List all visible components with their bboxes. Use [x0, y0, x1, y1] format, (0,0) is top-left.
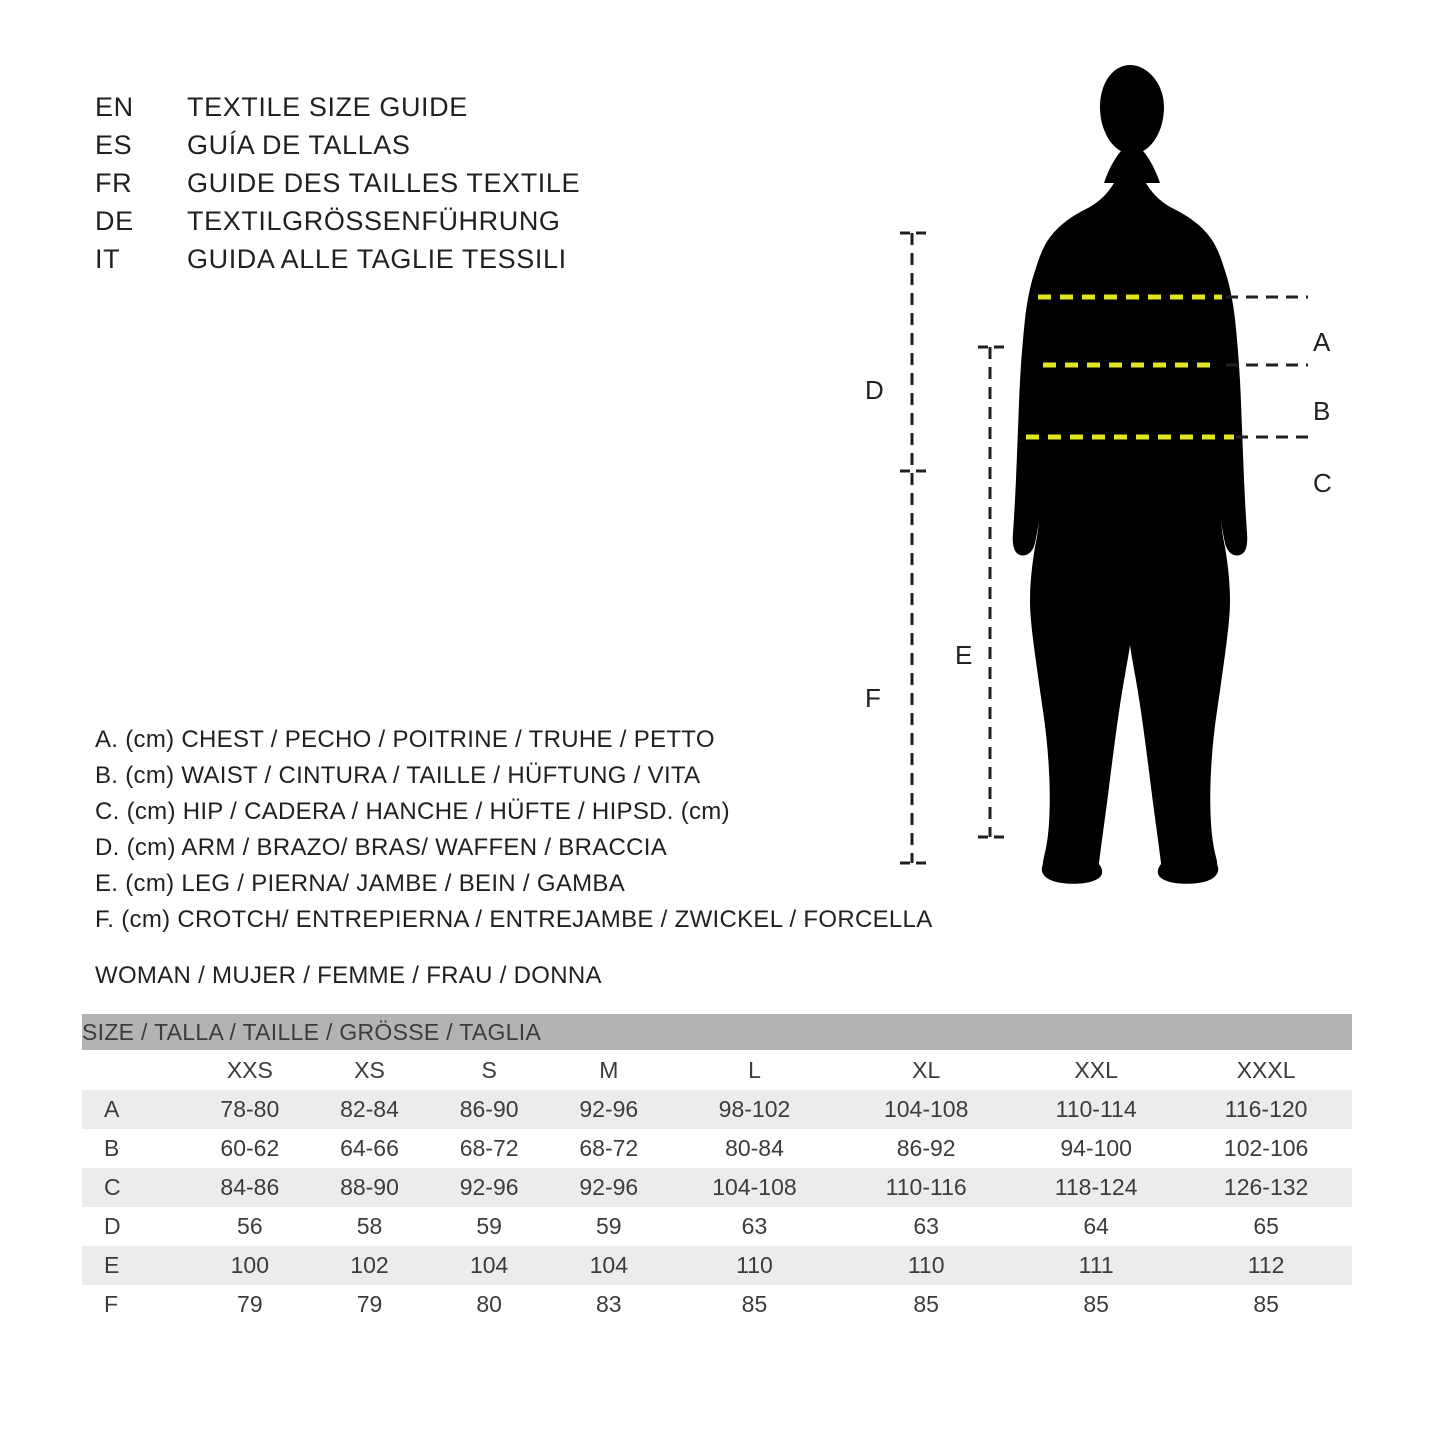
- legend-item-c: C. (cm) HIP / CADERA / HANCHE / HÜFTE / HIPSD. (cm): [95, 798, 730, 825]
- figure-svg: [830, 55, 1390, 915]
- table-cell: 64: [1012, 1207, 1180, 1246]
- table-cell: 92-96: [549, 1090, 669, 1129]
- table-cell: 110: [669, 1246, 841, 1285]
- woman-silhouette-icon: [1013, 65, 1247, 884]
- table-column-headers: [82, 1050, 1352, 1090]
- legend-item-b: B. (cm) WAIST / CINTURA / TAILLE / HÜFTUNG / VITA: [95, 762, 701, 789]
- measurement-legend: [95, 722, 933, 938]
- language-title: GUIDA ALLE TAGLIE TESSILI: [187, 244, 567, 274]
- table-cell: 102: [310, 1246, 430, 1285]
- table-cell: 110-116: [840, 1168, 1012, 1207]
- table-row: [82, 1246, 1352, 1285]
- table-cell: 116-120: [1180, 1090, 1352, 1129]
- table-cell: 80-84: [669, 1129, 841, 1168]
- size-table-wrapper: [82, 1014, 1352, 1324]
- table-cell: 85: [669, 1285, 841, 1324]
- table-cell: 104-108: [840, 1090, 1012, 1129]
- table-cell: 82-84: [310, 1090, 430, 1129]
- table-cell: 58: [310, 1207, 430, 1246]
- table-cell: 86-90: [429, 1090, 549, 1129]
- callout-label-d: D: [865, 375, 884, 405]
- table-cell: 110-114: [1012, 1090, 1180, 1129]
- legend-item-f: F. (cm) CROTCH/ ENTREPIERNA / ENTREJAMBE / ZWICKEL / FORCELLA: [95, 906, 933, 933]
- table-cell: 84-86: [190, 1168, 310, 1207]
- column-header: XXXL: [1180, 1050, 1352, 1090]
- table-cell: 94-100: [1012, 1129, 1180, 1168]
- language-code: EN: [95, 92, 134, 122]
- table-cell: 83: [549, 1285, 669, 1324]
- table-row: [82, 1285, 1352, 1324]
- table-header-band: [82, 1014, 1352, 1050]
- corner-cell: [82, 1050, 190, 1090]
- language-title: GUÍA DE TALLAS: [187, 130, 411, 160]
- callout-label-b: B: [1313, 396, 1331, 426]
- language-title: TEXTILGRÖSSENFÜHRUNG: [187, 206, 561, 236]
- table-cell: 64-66: [310, 1129, 430, 1168]
- table-cell: 104-108: [669, 1168, 841, 1207]
- table-cell: 92-96: [429, 1168, 549, 1207]
- table-cell: 85: [1180, 1285, 1352, 1324]
- table-cell: 68-72: [549, 1129, 669, 1168]
- table-cell: 79: [310, 1285, 430, 1324]
- legend-item-d: D. (cm) ARM / BRAZO/ BRAS/ WAFFEN / BRACCIA: [95, 834, 668, 861]
- table-row: [82, 1168, 1352, 1207]
- callout-label-e: E: [955, 640, 973, 670]
- language-row: [95, 244, 795, 282]
- table-cell: 86-92: [840, 1129, 1012, 1168]
- size-table: [82, 1014, 1352, 1324]
- language-code: ES: [95, 130, 133, 160]
- table-cell: 59: [549, 1207, 669, 1246]
- column-header: L: [669, 1050, 841, 1090]
- column-header: XS: [310, 1050, 430, 1090]
- row-label: F: [82, 1285, 190, 1324]
- table-cell: 80: [429, 1285, 549, 1324]
- table-row: [82, 1129, 1352, 1168]
- column-header: S: [429, 1050, 549, 1090]
- table-cell: 104: [549, 1246, 669, 1285]
- table-cell: 63: [669, 1207, 841, 1246]
- language-title: GUIDE DES TAILLES TEXTILE: [187, 168, 581, 198]
- size-table-title: SIZE / TALLA / TAILLE / GRÖSSE / TAGLIA: [82, 1014, 1352, 1050]
- language-row: [95, 168, 795, 206]
- language-title-block: [95, 92, 795, 282]
- language-row: [95, 130, 795, 168]
- table-cell: 118-124: [1012, 1168, 1180, 1207]
- column-header: XXL: [1012, 1050, 1180, 1090]
- table-row: [82, 1207, 1352, 1246]
- table-cell: 85: [1012, 1285, 1180, 1324]
- table-cell: 79: [190, 1285, 310, 1324]
- legend-item-e: E. (cm) LEG / PIERNA/ JAMBE / BEIN / GAMBA: [95, 870, 626, 897]
- callout-label-c: C: [1313, 468, 1332, 498]
- table-cell: 92-96: [549, 1168, 669, 1207]
- row-label: B: [82, 1129, 190, 1168]
- callout-label-a: A: [1313, 327, 1331, 357]
- table-row: [82, 1090, 1352, 1129]
- row-label: E: [82, 1246, 190, 1285]
- table-cell: 111: [1012, 1246, 1180, 1285]
- table-cell: 88-90: [310, 1168, 430, 1207]
- table-cell: 68-72: [429, 1129, 549, 1168]
- language-row: [95, 206, 795, 244]
- row-label: C: [82, 1168, 190, 1207]
- language-title: TEXTILE SIZE GUIDE: [187, 92, 468, 122]
- column-header: XL: [840, 1050, 1012, 1090]
- table-cell: 110: [840, 1246, 1012, 1285]
- language-row: [95, 92, 795, 130]
- row-label: D: [82, 1207, 190, 1246]
- language-code: FR: [95, 168, 133, 198]
- table-cell: 56: [190, 1207, 310, 1246]
- legend-item-a: A. (cm) CHEST / PECHO / POITRINE / TRUHE / PETTO: [95, 726, 715, 753]
- table-cell: 63: [840, 1207, 1012, 1246]
- table-cell: 100: [190, 1246, 310, 1285]
- table-cell: 98-102: [669, 1090, 841, 1129]
- table-cell: 112: [1180, 1246, 1352, 1285]
- table-cell: 126-132: [1180, 1168, 1352, 1207]
- language-code: DE: [95, 206, 134, 236]
- language-code: IT: [95, 244, 121, 274]
- table-cell: 102-106: [1180, 1129, 1352, 1168]
- column-header: M: [549, 1050, 669, 1090]
- table-cell: 78-80: [190, 1090, 310, 1129]
- group-label: WOMAN / MUJER / FEMME / FRAU / DONNA: [95, 962, 602, 989]
- row-label: A: [82, 1090, 190, 1129]
- table-cell: 65: [1180, 1207, 1352, 1246]
- table-cell: 104: [429, 1246, 549, 1285]
- body-measurement-figure: [830, 55, 1390, 915]
- callout-label-f: F: [865, 683, 881, 713]
- table-cell: 59: [429, 1207, 549, 1246]
- table-cell: 60-62: [190, 1129, 310, 1168]
- column-header: XXS: [190, 1050, 310, 1090]
- table-cell: 85: [840, 1285, 1012, 1324]
